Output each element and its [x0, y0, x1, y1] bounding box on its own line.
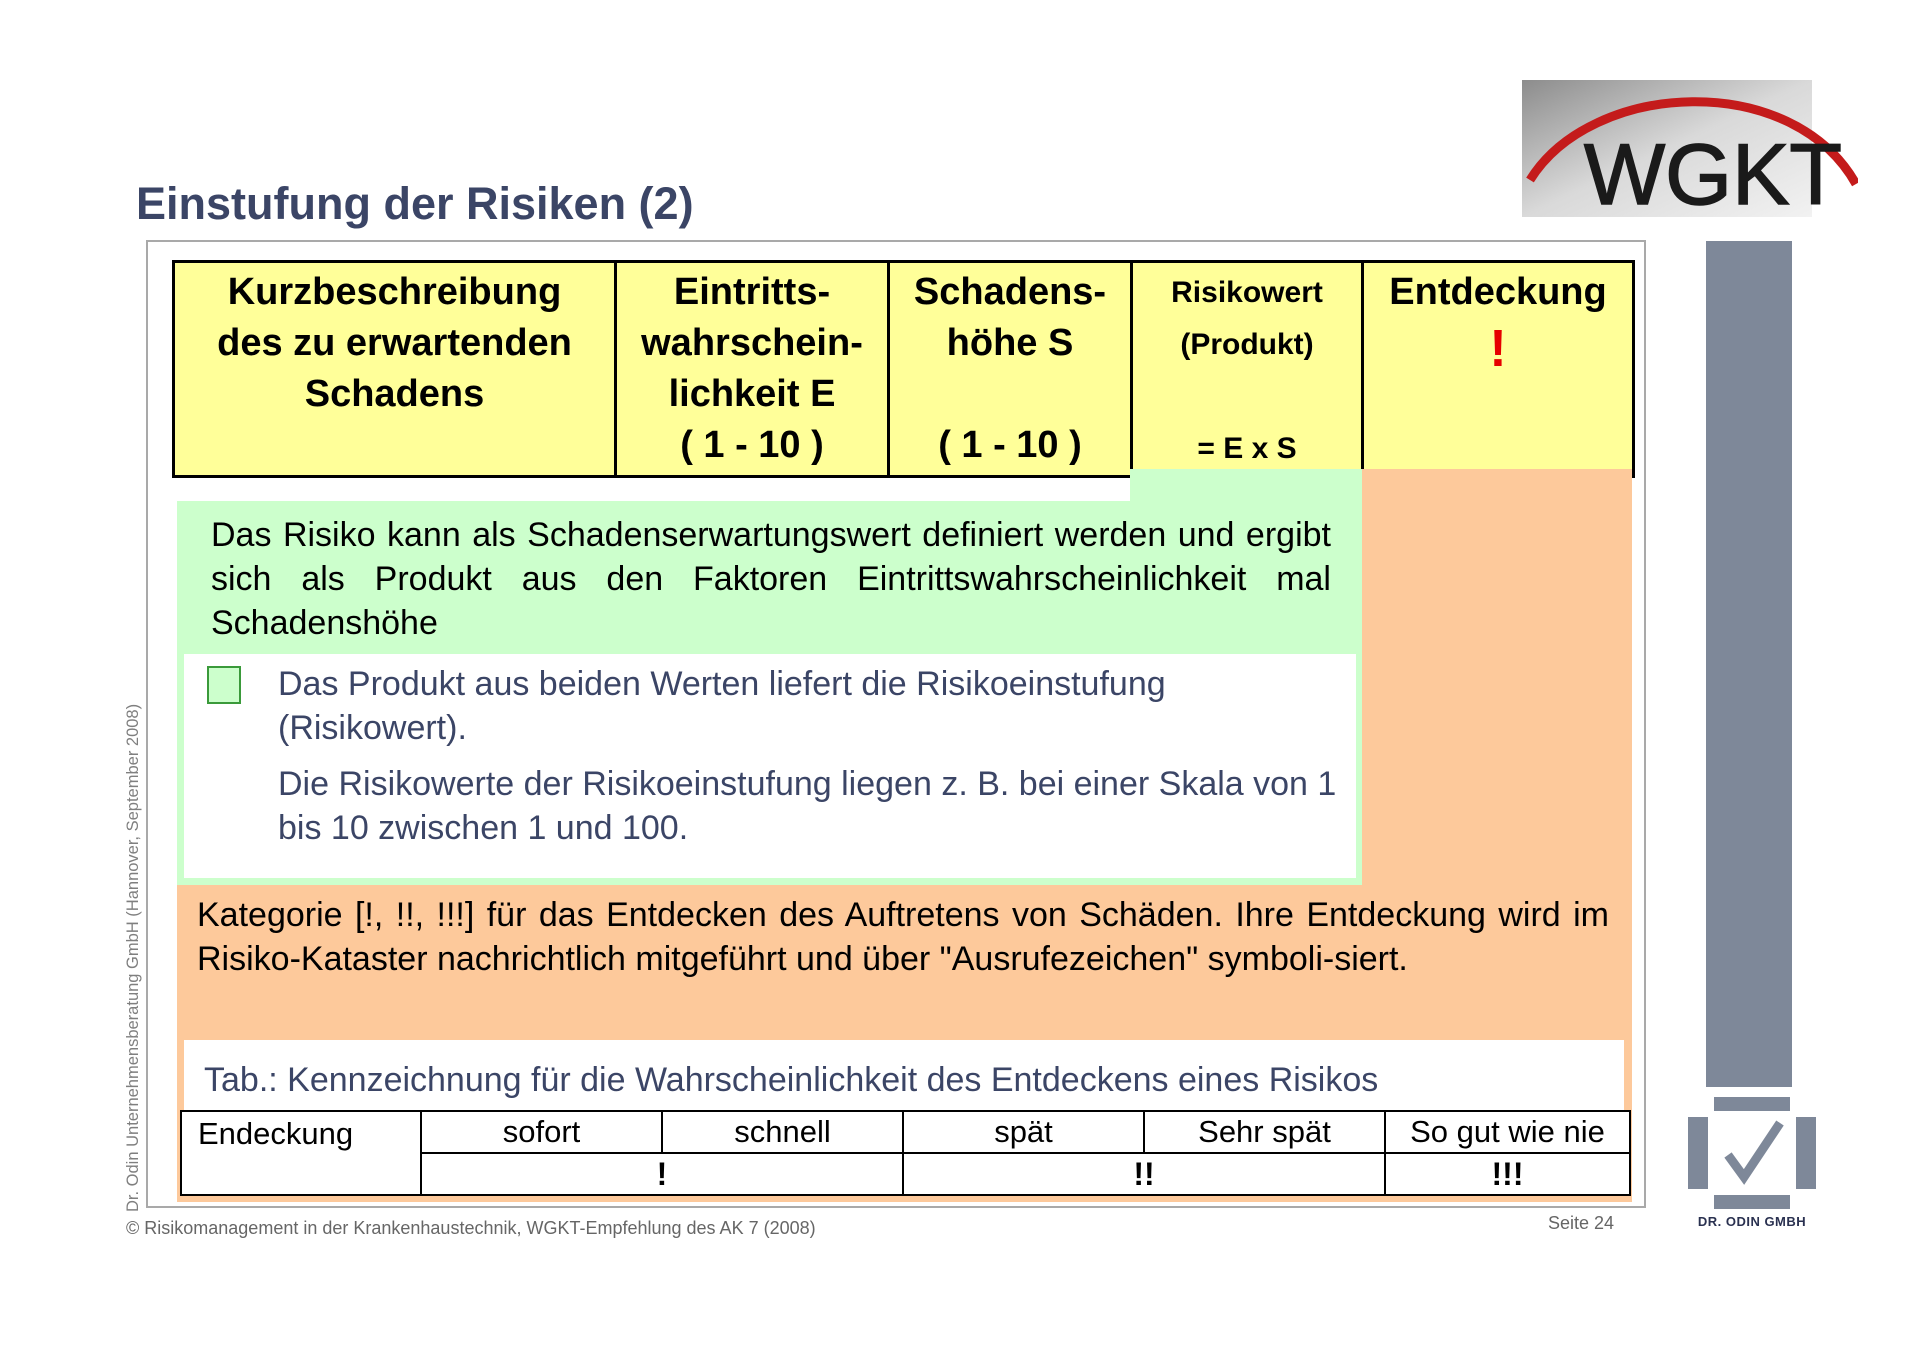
header-line: Schadens-	[913, 271, 1107, 313]
detection-level: spät	[903, 1111, 1144, 1153]
header-line: Risikowert	[1171, 276, 1323, 309]
detection-table	[180, 1110, 1631, 1196]
wgkt-logo	[1522, 80, 1858, 217]
category-text: Kategorie [!, !!, !!!] für das Entdecken des Auftretens von Schäden. Ihre Entdeckung wird im Risiko-Kataster nachrichtlich mitgeführt und über "Ausrufezeichen" symboli-siert.	[197, 896, 1609, 978]
risk-header-table	[172, 260, 1635, 478]
page-number: Seite 24	[1548, 1213, 1615, 1233]
side-vertical-text: Dr. Odin Unternehmensberatung GmbH (Hannover, September 2008)	[124, 703, 142, 1212]
header-line: (Produkt)	[1180, 328, 1314, 361]
header-line: = E x S	[1197, 432, 1297, 465]
detection-column-highlight	[1361, 469, 1632, 885]
detection-row-label: Endeckung	[181, 1111, 421, 1195]
header-cell-description	[174, 262, 616, 477]
note-paragraph: Die Risikowerte der Risikoeinstufung liegen z. B. bei einer Skala von 1 bis 10 zwischen 1 und 100.	[278, 765, 1337, 847]
header-line	[1135, 371, 1359, 423]
header-line: lichkeit E	[668, 373, 836, 415]
exclamation-mark: !	[1489, 320, 1507, 378]
side-bar	[1706, 241, 1792, 1087]
header-line: höhe S	[946, 322, 1074, 364]
header-line: Schadens	[304, 373, 485, 415]
detection-mark: !	[421, 1153, 903, 1195]
checkmark-logo-icon	[1688, 1097, 1816, 1209]
company-mark: DR. ODIN GMBH	[1697, 1214, 1807, 1229]
detection-mark: !!!	[1385, 1153, 1630, 1195]
detection-level: Sehr spät	[1144, 1111, 1385, 1153]
header-line: ( 1 - 10 )	[938, 424, 1082, 466]
footer-copyright: © Risikomanagement in der Krankenhaustechnik, WGKT-Empfehlung des AK 7 (2008)	[126, 1218, 816, 1238]
definition-text: Das Risiko kann als Schadenserwartungswert definiert werden und ergibt sich als Produkt aus den Faktoren Eintrittswahrscheinlichkeit mal Schadenshöhe	[211, 516, 1331, 642]
header-cell-detection	[1363, 262, 1634, 477]
note-paragraph: Das Produkt aus beiden Werten liefert die Risikoeinstufung (Risikowert).	[278, 665, 1166, 747]
wgkt-logo-text: WGKT	[1584, 127, 1842, 217]
table-caption: Tab.: Kennzeichnung für die Wahrscheinlichkeit des Entdeckens eines Risikos	[204, 1061, 1379, 1099]
detection-level: schnell	[662, 1111, 903, 1153]
header-line: wahrschein-	[641, 322, 863, 364]
detection-level: So gut wie nie	[1385, 1111, 1630, 1153]
detection-level: sofort	[421, 1111, 662, 1153]
page-title: Einstufung der Risiken (2)	[136, 178, 694, 229]
header-cell-probability	[616, 262, 889, 477]
header-line	[892, 369, 1128, 420]
detection-mark: !!	[903, 1153, 1385, 1195]
bullet-square-icon	[207, 666, 241, 704]
header-line: Entdeckung	[1389, 271, 1607, 313]
header-line: ( 1 - 10 )	[680, 424, 824, 466]
note-text	[278, 662, 1338, 862]
header-line: Kurzbeschreibung	[227, 271, 562, 313]
header-cell-severity	[889, 262, 1132, 477]
risk-value-highlight	[1130, 469, 1362, 501]
header-line: Eintritts-	[673, 271, 831, 313]
header-cell-risk-value	[1132, 262, 1363, 477]
header-line: des zu erwartenden	[217, 322, 572, 364]
